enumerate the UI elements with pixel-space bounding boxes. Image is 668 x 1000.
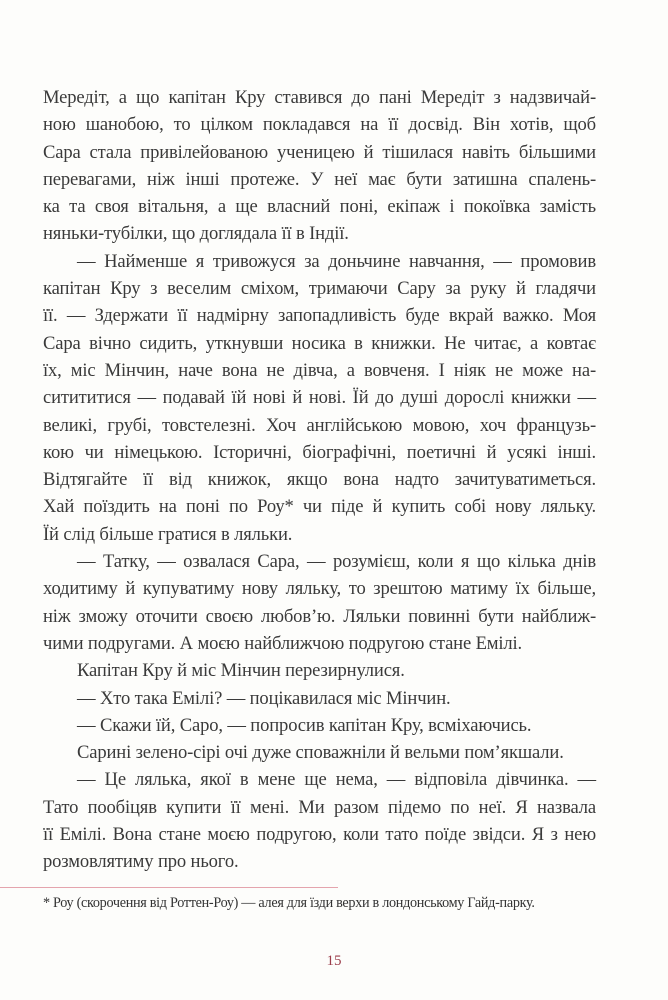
body-text xyxy=(43,84,596,876)
text-line: ситититися — подавай їй нові й нові. Їй до душі дорослі книжки — xyxy=(43,387,596,409)
text-line: перевагами, ніж інші протеже. У неї має бути затишна спалень- xyxy=(43,168,596,190)
page-number: 15 xyxy=(326,953,342,969)
text-line: Сара вічно сидить, уткнувши носика в книжки. Не читає, а ковтає xyxy=(43,332,596,354)
footnote: * Роу (скорочення від Роттен-Роу) — алея для їзди верхи в лондонському Гайд-парку. xyxy=(43,895,535,911)
text-line: Сара стала привілейованою ученицею й тішилася навіть більшими xyxy=(43,141,596,163)
text-line: Сарині зелено-сірі очі дуже споважніли й вельми пом’якшали. xyxy=(77,742,564,764)
text-line: — Татку, — озвалася Сара, — розумієш, коли я що кілька днів xyxy=(77,551,596,573)
text-line: ходитиму й купуватиму нову ляльку, то зрештою матиму їх більше, xyxy=(43,578,596,600)
text-line: чими подругами. А моєю найближчою подругою стане Емілі. xyxy=(43,632,523,654)
text-line: Капітан Кру й міс Мінчин перезирнулися. xyxy=(77,660,405,682)
text-line: ною шанобою, то цілком покладався на її досвід. Він хотів, щоб xyxy=(43,114,596,136)
text-line: ка та своя вітальня, а ще власний поні, екіпаж і покоївка замість xyxy=(43,196,596,218)
text-line: їх, міс Мінчин, наче вона не дівча, а вовченя. І ніяк не може на- xyxy=(43,359,596,381)
text-line: Мередіт, а що капітан Кру ставився до пані Мередіт з надзвичай- xyxy=(43,87,596,108)
text-line: Відтягайте її від книжок, якщо вона надто зачитуватиметься. xyxy=(43,469,596,491)
text-line: — Це лялька, якої в мене ще нема, — відповіла дівчинка. — xyxy=(77,769,596,791)
text-line: — Хто така Емілі? — поцікавилася міс Мінчин. xyxy=(77,687,451,709)
text-line: капітан Кру з веселим сміхом, тримаючи Сару за руку й гладячи xyxy=(43,278,596,300)
text-line: Їй слід більше гратися в ляльки. xyxy=(43,523,293,545)
text-line: няньки-тубілки, що доглядала її в Індії. xyxy=(43,223,349,245)
text-line: великі, грубі, товстелезні. Хоч англійською мовою, хоч французь- xyxy=(43,414,596,436)
text-line: Тато пообіцяв купити її мені. Ми разом підемо по неї. Я назвала xyxy=(43,796,596,818)
text-line: розмовлятиму про нього. xyxy=(43,851,239,873)
text-line: ніж зможу оточити своєю любов’ю. Ляльки повинні бути найближ- xyxy=(43,605,596,627)
text-line: — Найменше я тривожуся за доньчине навчання, — промовив xyxy=(77,250,596,272)
text-line: — Скажи їй, Саро, — попросив капітан Кру, всміхаючись. xyxy=(77,714,532,736)
text-line: її Емілі. Вона стане моєю подругою, коли тато поїде звідси. Я з нею xyxy=(43,824,596,846)
footnote-divider xyxy=(0,887,338,888)
text-line: кою чи німецькою. Історичні, біографічні, поетичні й усякі інші. xyxy=(43,441,596,463)
text-line: її. — Здержати її надмірну запопадливість буде вкрай важко. Моя xyxy=(43,305,596,327)
text-line: Хай поїздить на поні по Роу* чи піде й купить собі нову ляльку. xyxy=(43,496,596,518)
